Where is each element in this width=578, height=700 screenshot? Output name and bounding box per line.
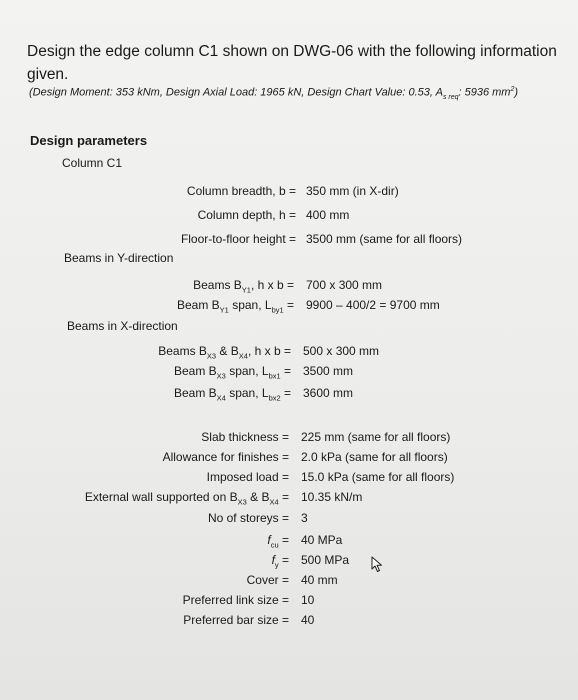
imposed-load-label: Imposed load = [206, 470, 289, 484]
beam-bx4-span-value: 3600 mm [303, 386, 354, 400]
floor-height-label: Floor-to-floor height = [180, 232, 296, 246]
finishes-label: Allowance for finishes = [162, 450, 289, 464]
section-column-c1: Column C1 [62, 156, 123, 170]
given-information: (Design Moment: 353 kNm, Design Axial Load: 1965 kN, Design Chart Value: 0.53, $A_{s req}$: 5936 $mm^2$) [29, 86, 519, 101]
section-beams-y: Beams in Y-direction [64, 251, 174, 265]
beam-bx-dim-label: Beams $B_{X3}$ & $B_{X4}$, h x b = [158, 344, 291, 361]
beam-bx3-span-label: Beam $B_{X3}$ span, $L_{bx1}$ = [173, 364, 291, 381]
slab-thickness-value: 225 mm (same for all floors) [301, 430, 451, 444]
beam-by1-dim-value: 700 x 300 mm [306, 278, 383, 292]
cover-label: Cover = [246, 573, 289, 587]
beam-by1-span-label: Beam $B_{Y1}$ span, $L_{by1}$ = [176, 298, 294, 315]
question-title: Design the edge column C1 shown on DWG-06 with the following information given. [27, 43, 557, 83]
beam-bx-dim-value: 500 x 300 mm [303, 344, 380, 358]
column-depth-value: 400 mm [306, 208, 350, 222]
storeys-value: 3 [301, 511, 308, 525]
fcu-label: $f_{cu}$ = [267, 533, 289, 550]
fcu-value: 40 MPa [301, 533, 343, 547]
beam-by1-span-value: 9900 – 400/2 = 9700 mm [306, 298, 440, 312]
beam-by1-dim-label: Beams $B_{Y1}$, h x b = [193, 278, 294, 295]
storeys-label: No of storeys = [207, 511, 289, 525]
bar-size-label: Preferred bar size = [183, 613, 289, 627]
external-wall-label: External wall supported on $B_{X3}$ & $B_{X4}$ = [84, 490, 289, 507]
imposed-load-value: 15.0 kPa (same for all floors) [301, 470, 455, 484]
link-size-value: 10 [301, 593, 315, 607]
fy-value: 500 MPa [301, 553, 350, 567]
fy-label: $f_y$ = [271, 553, 289, 570]
column-depth-label: Column depth, h = [197, 208, 296, 222]
beam-bx4-span-label: Beam $B_{X4}$ span, $L_{bx2}$ = [173, 386, 291, 403]
floor-height-value: 3500 mm (same for all floors) [306, 232, 463, 246]
link-size-label: Preferred link size = [182, 593, 289, 607]
cover-value: 40 mm [301, 573, 338, 587]
column-breadth-value: 350 mm (in X-dir) [306, 184, 399, 198]
slab-thickness-label: Slab thickness = [201, 430, 289, 444]
finishes-value: 2.0 kPa (same for all floors) [301, 450, 448, 464]
mouse-pointer-icon [371, 556, 383, 578]
column-breadth-label: Column breadth, b = [186, 184, 296, 198]
external-wall-value: 10.35 kN/m [301, 490, 363, 504]
beam-bx3-span-value: 3500 mm [303, 364, 354, 378]
bar-size-value: 40 [301, 613, 315, 627]
design-parameters-heading: Design parameters [30, 133, 148, 148]
section-beams-x: Beams in X-direction [67, 319, 178, 333]
